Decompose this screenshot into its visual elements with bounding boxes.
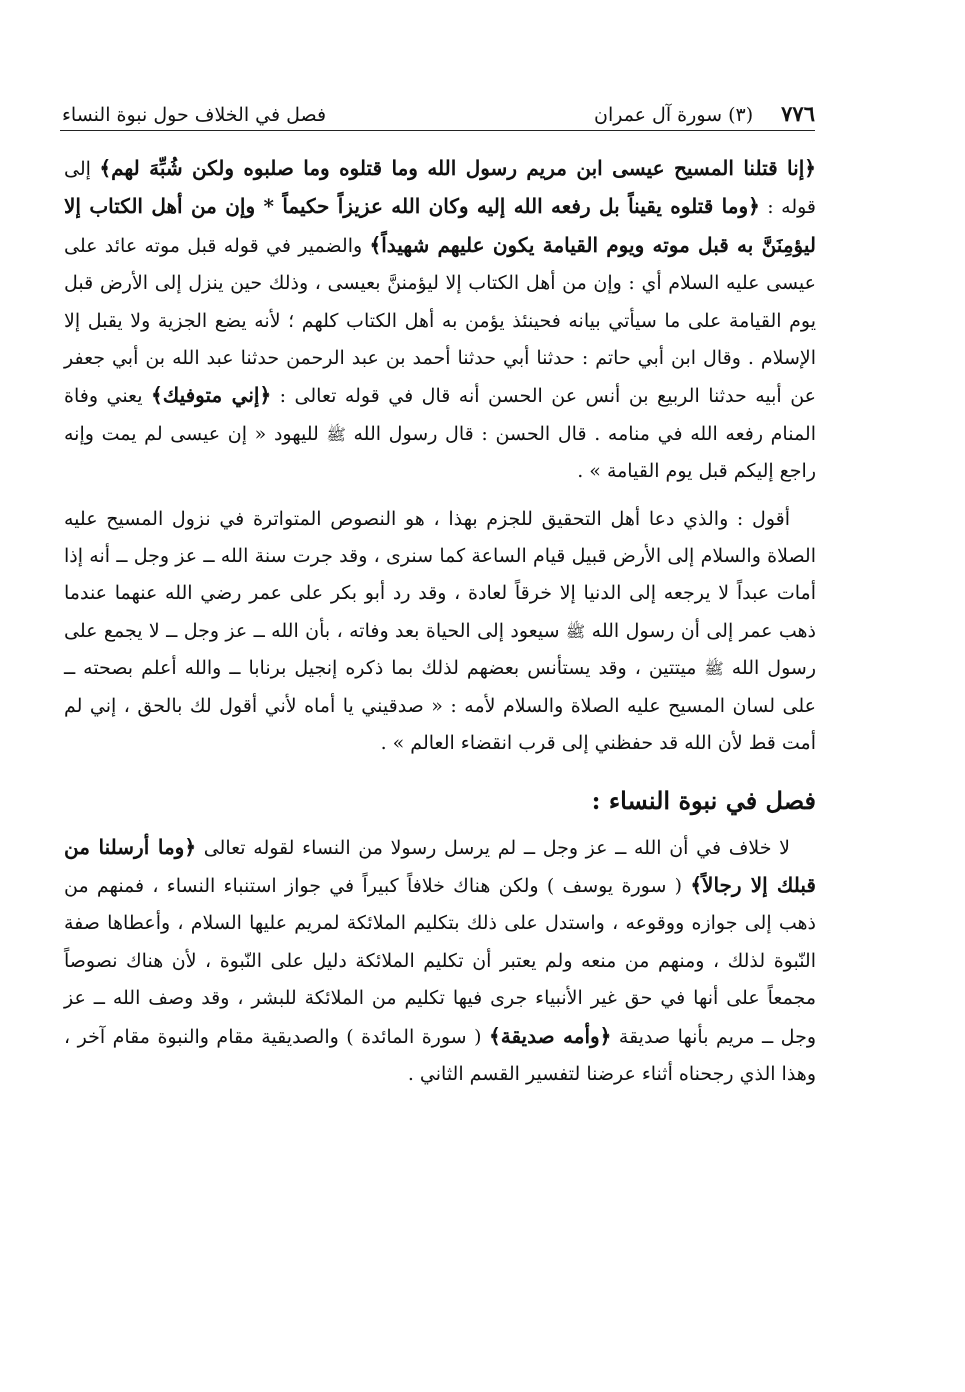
quran-bracket-open: ﴿ bbox=[599, 1023, 612, 1048]
body-text: لا خلاف في أن الله ــ عز وجل ــ لم يرسل رسولا من النساء لقوله تعالى bbox=[196, 836, 790, 859]
quran-verse: وما أرسلنا من قبلك إلا رجالاً bbox=[64, 834, 816, 897]
quran-bracket-close: ﴾ bbox=[99, 156, 112, 180]
body-text: إلى قوله : bbox=[64, 158, 817, 219]
quran-bracket-close: ﴾ bbox=[369, 232, 382, 257]
paragraph-1 bbox=[64, 150, 816, 491]
salawat-symbol: ﷺ bbox=[565, 621, 586, 641]
quran-bracket-open: ﴿ bbox=[259, 383, 272, 408]
chapter-label: فصل في الخلاف حول نبوة النساء bbox=[62, 104, 327, 126]
surah-label: (٣) سورة آل عمران bbox=[593, 104, 754, 126]
quran-bracket-close: ﴾ bbox=[151, 383, 163, 408]
body-text: يعني وفاة المنام رفعه الله في منامه . قال الحسن : قال رسول الله bbox=[64, 385, 817, 445]
body-text: لليهود « إن عيسى لم يمت وإنه راجع إليكم قبل يوم القيامة » . bbox=[64, 422, 816, 483]
quran-verse: وما قتلوه يقيناً بل رفعه الله إليه وكان الله عزيزاً حكيماً * وإن من أهل الكتاب إلا ليؤمِنَنَّ به قبل موته ويوم القيامة يكون عليهم شهيداً bbox=[64, 194, 817, 257]
page-number: ٧٧٦ bbox=[781, 101, 815, 126]
quran-bracket-close: ﴾ bbox=[489, 1023, 501, 1048]
quran-bracket-open: ﴿ bbox=[804, 156, 816, 180]
quran-bracket-close: ﴾ bbox=[690, 872, 703, 897]
paragraph-3 bbox=[64, 829, 816, 1094]
quran-verse: وأمه صديقة bbox=[500, 1023, 600, 1048]
body-text: سيعود إلى الحياة بعد وفاته ، بأن الله ــ عز وجل ــ لا يجمع على رسول الله bbox=[64, 619, 817, 680]
body-text: ( سورة يوسف ) ولكن هناك خلافاً كبيراً في جواز استنباء النساء ، فمنهم من ذهب إلى جوازه ووقوعه ، واستدل على ذلك بتكليم الملائكة لمريم عليها السلام ، وأعطاها صفة النّبوة لذلك ، ومنهم من منعه ولم يعتبر أن تكليم الملائكة دليل على النّبوة ، لأن هناك نصوصاً مجمعاً على أنها في حق غير الأنبياء جرى فيها تكليم من الملائكة للبشر ، وقد وصف الله ــ عز وجل ــ مريم بأنها صديقة bbox=[64, 874, 816, 1048]
body-text: ميتتين ، وقد يستأنس بعضهم لذلك بما ذكره إنجيل برنابا ــ والله أعلم بصحته ــ على لسان المسيح عليه الصلاة والسلام لأمه : « صدقيني يا أماه لأني أقول لك بالحق ، إني لم أمت قط لأن الله قد حفظني إلى قرب انقضاء العالم » . bbox=[64, 657, 816, 755]
quran-verse: إني متوفيك bbox=[162, 383, 260, 408]
quran-bracket-open: ﴿ bbox=[184, 834, 197, 859]
section-title: فصل في نبوة النساء : bbox=[591, 785, 816, 815]
salawat-symbol: ﷺ bbox=[704, 659, 724, 679]
quran-bracket-open: ﴿ bbox=[748, 194, 760, 219]
header-rule bbox=[60, 130, 815, 131]
running-header bbox=[62, 92, 815, 126]
body-text: ( سورة المائدة ) والصديقية مقام والنبوة مقام آخر ، وهذا الذي رجحناه أثناء عرضنا لتفسير القسم الثاني . bbox=[64, 1025, 816, 1085]
quran-verse: إنا قتلنا المسيح عيسى ابن مريم رسول الله وما قتلوه وما صلبوه ولكن شُبِّهَ لهم bbox=[111, 156, 805, 180]
paragraph-2 bbox=[64, 501, 816, 763]
salawat-symbol: ﷺ bbox=[326, 424, 346, 444]
page-body bbox=[64, 150, 816, 1093]
body-text: أقول : والذي دعا أهل التحقيق للجزم بهذا ، هو النصوص المتواترة في نزول المسيح عليه الصلاة والسلام إلى الأرض قبيل قيام الساعة كما سنرى ، وقد جرت سنة الله ــ عز وجل ــ أنه إذا أمات عبداً لا يرجعه إلى الدنيا إلا خرقاً لعادة ، وقد رد أبو بكر على عمر رضي الله عنهما عندما ذهب عمر إلى أن رسول الله bbox=[64, 507, 817, 642]
body-text: والضمير في قوله قبل موته عائد على عيسى عليه السلام أي : وإن من أهل الكتاب إلا ليؤمننَّ بعيسى ، وذلك حين ينزل إلى الأرض قبل يوم القيامة على ما سيأتي بيانه فحينئذ يؤمن به أهل الكتاب كلهم ؛ لأنه يضع الجزية ولا يقبل إلا الإسلام . وقال ابن أبي حاتم : حدثنا أبي حدثنا أحمد بن عبد الرحمن حدثنا عبد الله بن أبي جعفر عن أبيه حدثنا الربيع بن أنس عن الحسن أنه قال في قوله تعالى : bbox=[64, 234, 816, 408]
header-right-group bbox=[594, 101, 815, 126]
